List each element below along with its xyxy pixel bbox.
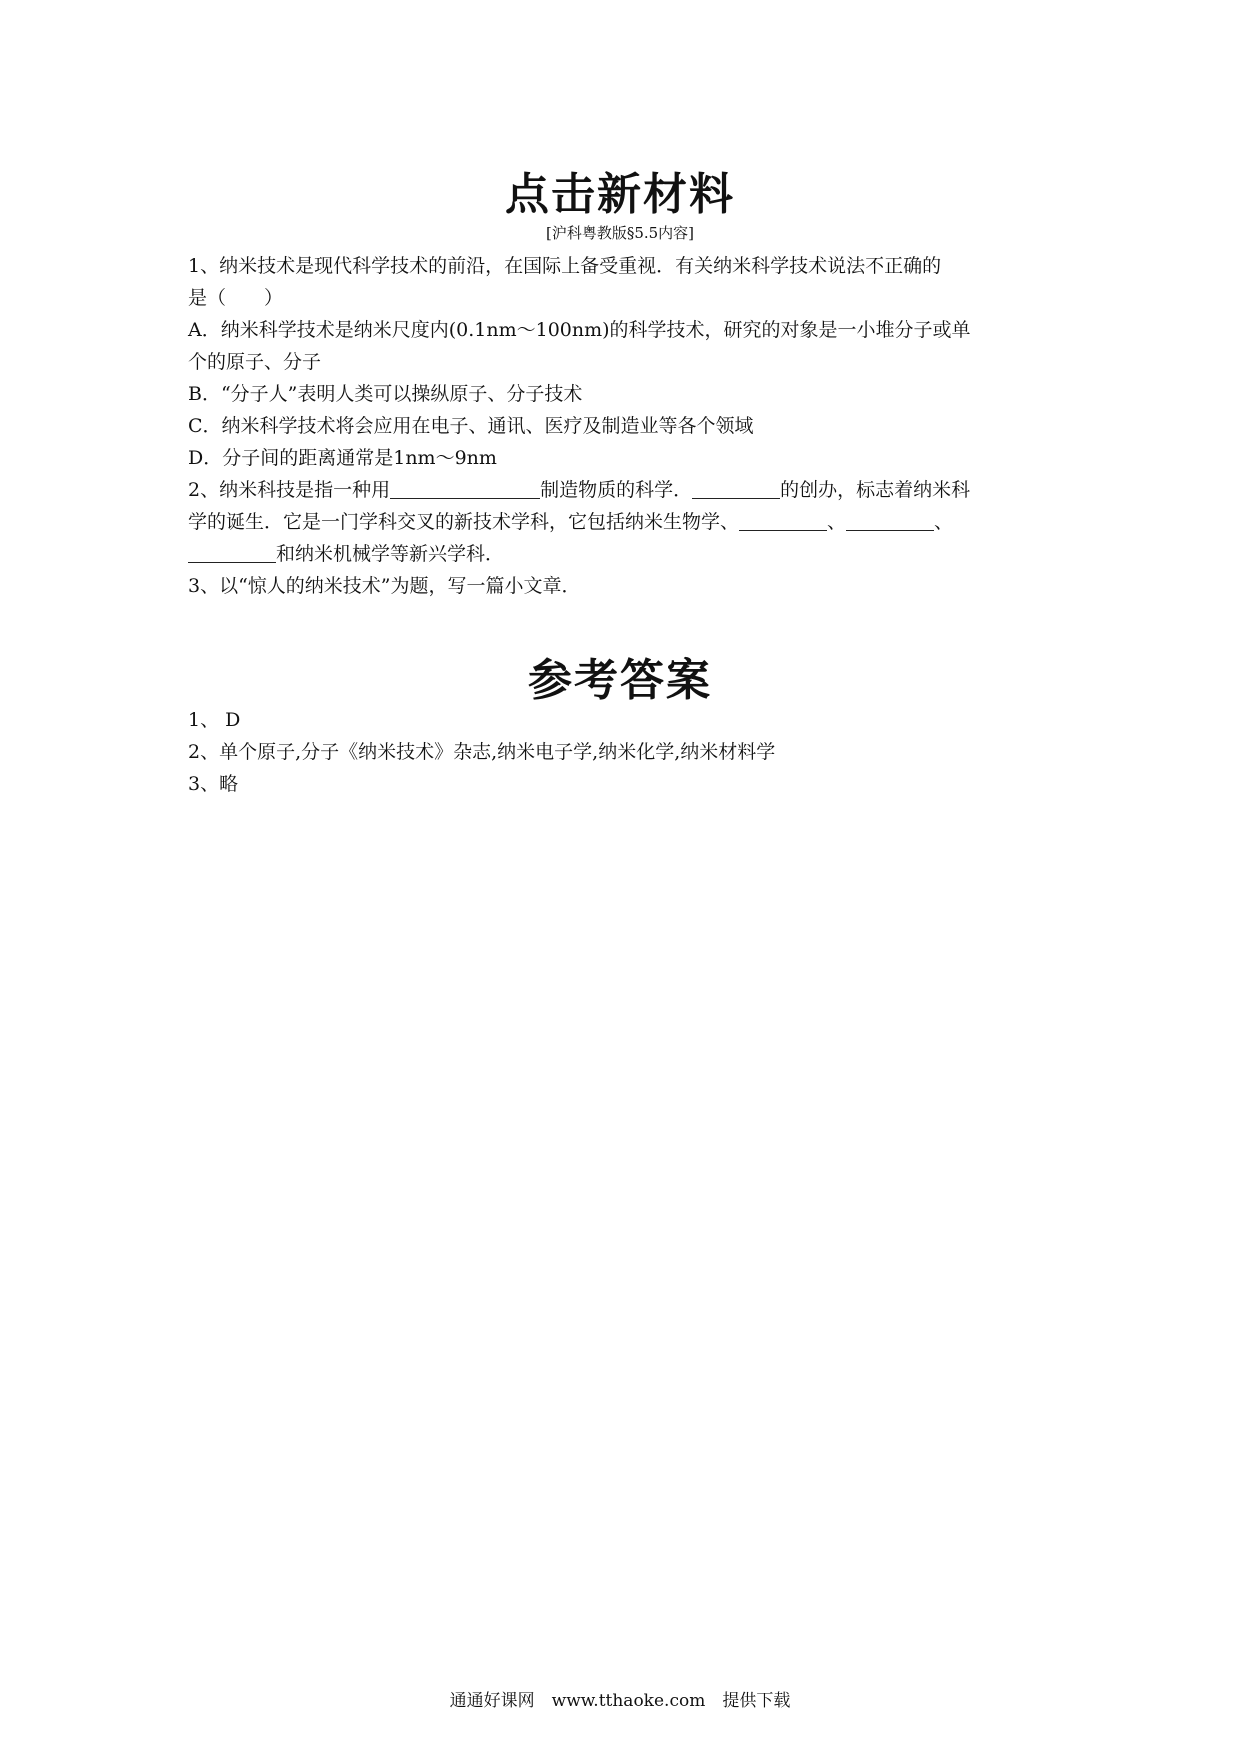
q2-blank-3 bbox=[739, 510, 827, 531]
q2-sep-2: 、 bbox=[934, 511, 954, 533]
question-2-line-1 bbox=[188, 474, 1058, 506]
questions-section bbox=[188, 250, 1058, 602]
question-2-line-2 bbox=[188, 506, 1058, 538]
answers-title: 参考答案 bbox=[528, 655, 712, 706]
option-a-line-1: A．纳米科学技术是纳米尺度内(0.1nm～100nm)的科学技术，研究的对象是一小堆分子或单 bbox=[188, 319, 971, 341]
question-3: 3、以“惊人的纳米技术”为题，写一篇小文章． bbox=[188, 575, 581, 597]
page-subtitle: [沪科粤教版§5.5内容] bbox=[545, 224, 695, 242]
option-c: C．纳米科学技术将会应用在电子、通讯、医疗及制造业等各个领域 bbox=[188, 415, 754, 437]
q2-blank-5 bbox=[188, 542, 276, 563]
q2-text-5: 和纳米机械学等新兴学科． bbox=[276, 543, 505, 565]
q2-text-1: 2、纳米科技是指一种用 bbox=[188, 479, 391, 501]
q2-sep-1: 、 bbox=[827, 511, 847, 533]
q2-text-4: 学的诞生．它是一门学科交叉的新技术学科，它包括纳米生物学、 bbox=[188, 511, 740, 533]
q2-blank-1 bbox=[390, 478, 540, 499]
option-d: D．分子间的距离通常是1nm～9nm bbox=[188, 447, 497, 469]
question-2-line-3 bbox=[188, 538, 1058, 570]
page-title: 点击新材料 bbox=[505, 169, 735, 220]
answers-section bbox=[188, 704, 1058, 800]
answer-1: 1、 D bbox=[188, 709, 241, 731]
q2-text-3: 的创办，标志着纳米科 bbox=[780, 479, 971, 501]
q2-blank-4 bbox=[846, 510, 934, 531]
q2-blank-2 bbox=[692, 478, 780, 499]
option-a-line-2: 个的原子、分子 bbox=[188, 351, 322, 373]
question-1-line-2: 是（ ） bbox=[188, 287, 284, 309]
answer-3: 3、略 bbox=[188, 773, 239, 795]
answer-2: 2、单个原子,分子《纳米技术》杂志,纳米电子学,纳米化学,纳米材料学 bbox=[188, 741, 776, 763]
page-footer: 通通好课网 www.tthaoke.com 提供下载 bbox=[449, 1691, 791, 1711]
question-1-line-1: 1、纳米技术是现代科学技术的前沿，在国际上备受重视．有关纳米科学技术说法不正确的 bbox=[188, 255, 942, 277]
q2-text-2: 制造物质的科学． bbox=[540, 479, 693, 501]
option-b: B．“分子人”表明人类可以操纵原子、分子技术 bbox=[188, 383, 583, 405]
